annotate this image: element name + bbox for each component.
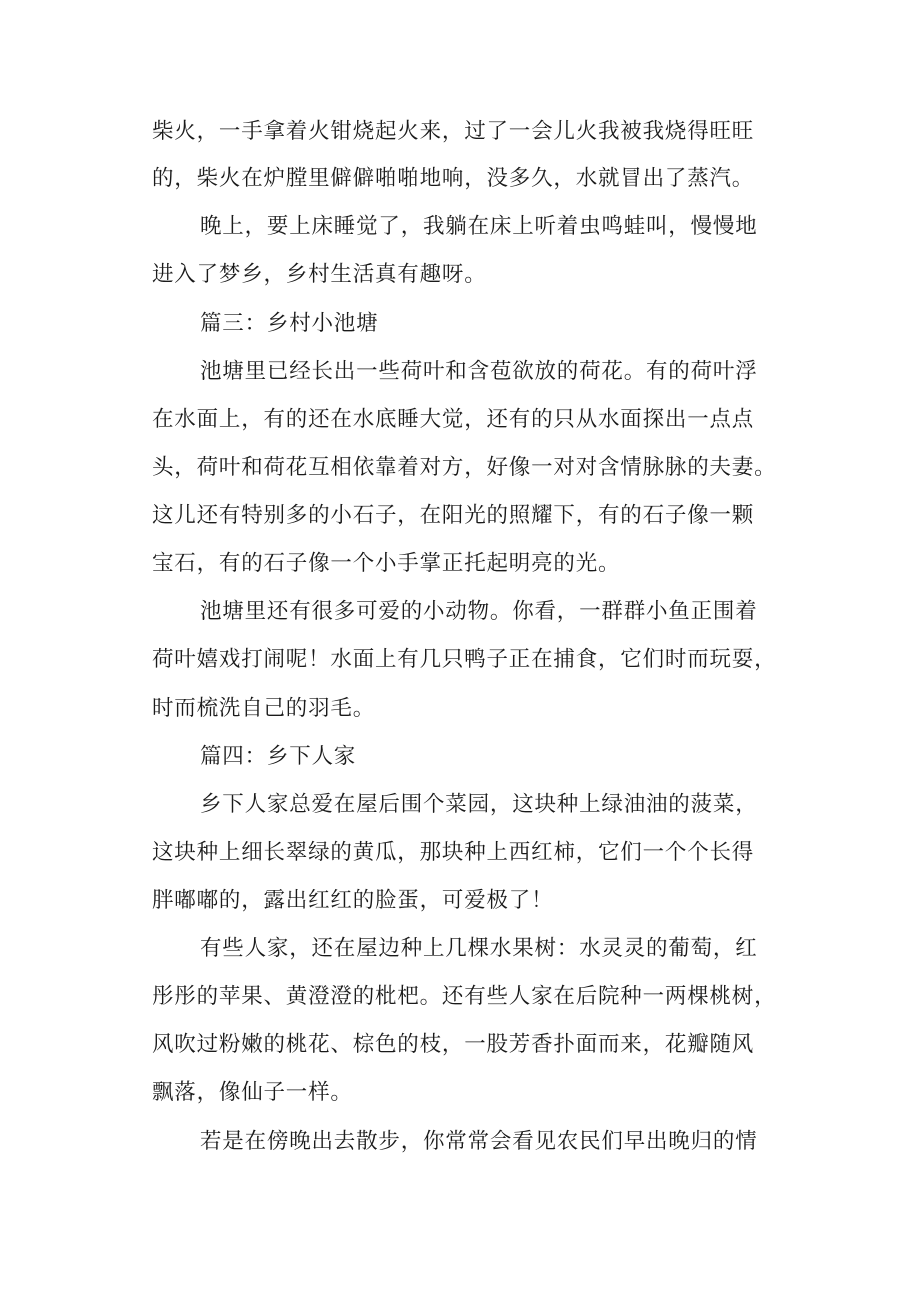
paragraph-start-line: 有些人家，还在屋边种上几棵水果树：水灵灵的葡萄，红 bbox=[200, 936, 758, 961]
text-line: 荷叶嬉戏打闹呢！水面上有几只鸭子正在捕食，它们时而玩耍， bbox=[152, 647, 777, 672]
section-heading: 篇四：乡下人家 bbox=[200, 744, 357, 769]
text-line: 胖嘟嘟的，露出红红的脸蛋，可爱极了！ bbox=[152, 888, 554, 913]
text-line: 进入了梦乡，乡村生活真有趣呀。 bbox=[152, 262, 487, 287]
section-heading: 篇三：乡村小池塘 bbox=[200, 311, 379, 336]
paragraph-start-line: 晚上，要上床睡觉了，我躺在床上听着虫鸣蛙叫，慢慢地 bbox=[200, 214, 758, 239]
text-line: 风吹过粉嫩的桃花、棕色的枝，一股芳香扑面而来，花瓣随风 bbox=[152, 1032, 755, 1057]
paragraph-start-line: 乡下人家总爱在屋后围个菜园，这块种上绿油油的菠菜， bbox=[200, 792, 758, 817]
paragraph-start-line: 池塘里已经长出一些荷叶和含苞欲放的荷花。有的荷叶浮 bbox=[200, 359, 758, 384]
paragraph-start-line: 池塘里还有很多可爱的小动物。你看，一群群小鱼正围着 bbox=[200, 599, 758, 624]
paragraph-start-line: 若是在傍晚出去散步，你常常会看见农民们早出晚归的情 bbox=[200, 1129, 758, 1154]
text-line: 这儿还有特别多的小石子，在阳光的照耀下，有的石子像一颗 bbox=[152, 503, 755, 528]
text-line: 的，柴火在炉膛里僻僻啪啪地响，没多久，水就冒出了蒸汽。 bbox=[152, 166, 755, 191]
text-line: 柴火，一手拿着火钳烧起火来，过了一会儿火我被我烧得旺旺 bbox=[152, 119, 755, 144]
text-line: 彤彤的苹果、黄澄澄的枇杷。还有些人家在后院种一两棵桃树， bbox=[152, 984, 777, 1009]
text-line: 头，荷叶和荷花互相依靠着对方，好像一对对含情脉脉的夫妻。 bbox=[152, 455, 777, 480]
text-line: 飘落，像仙子一样。 bbox=[152, 1080, 353, 1105]
text-line: 时而梳洗自己的羽毛。 bbox=[152, 696, 376, 721]
text-line: 在水面上，有的还在水底睡大觉，还有的只从水面探出一点点 bbox=[152, 407, 755, 432]
text-line: 宝石，有的石子像一个小手掌正托起明亮的光。 bbox=[152, 551, 621, 576]
text-line: 这块种上细长翠绿的黄瓜，那块种上西红柿，它们一个个长得 bbox=[152, 840, 755, 865]
